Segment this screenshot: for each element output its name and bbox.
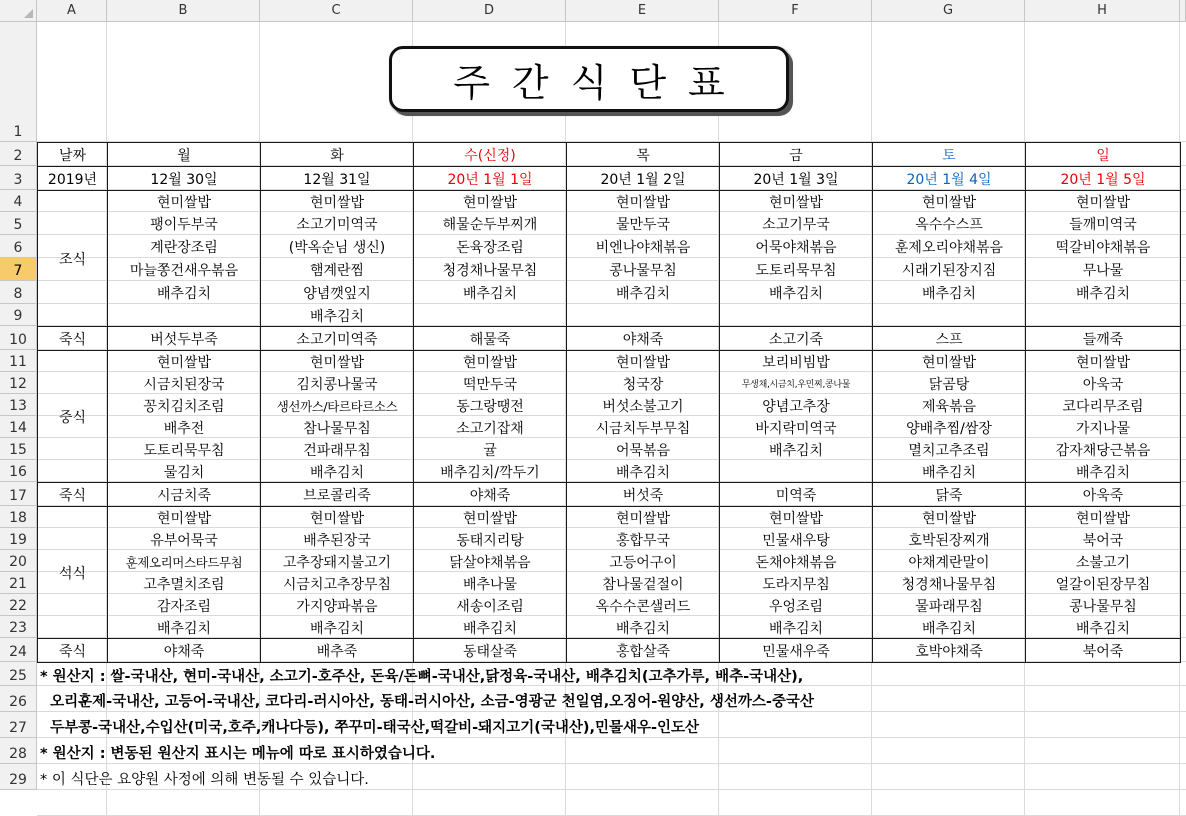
row-header-6[interactable]: 6 <box>0 235 37 258</box>
dinner-item[interactable]: 배추된장국 <box>261 529 414 551</box>
breakfast-item[interactable]: 돈육장조림 <box>414 236 567 259</box>
porridge-item[interactable]: 호박야채죽 <box>873 639 1026 663</box>
dinner-item[interactable]: 현미쌀밥 <box>1026 507 1181 529</box>
table-row <box>38 213 1181 236</box>
dinner-item[interactable]: 청경채나물무침 <box>873 573 1026 595</box>
porridge-item[interactable]: 소고기죽 <box>720 327 873 351</box>
breakfast-item[interactable]: 현미쌀밥 <box>567 191 720 213</box>
table-row <box>38 259 1181 282</box>
breakfast-item[interactable]: 양념깻잎지 <box>261 282 414 305</box>
row-header-9[interactable]: 9 <box>0 304 37 326</box>
porridge-item[interactable]: 시금치죽 <box>108 483 261 507</box>
row-header-20[interactable]: 20 <box>0 550 37 572</box>
row-header-13[interactable]: 13 <box>0 394 37 416</box>
porridge-item[interactable]: 버섯두부죽 <box>108 327 261 351</box>
dinner-item[interactable]: 참나물겉절이 <box>567 573 720 595</box>
breakfast-item[interactable]: 도토리묵무침 <box>720 259 873 282</box>
porridge-item[interactable]: 야채죽 <box>414 483 567 507</box>
dinner-item[interactable]: 고등어구이 <box>567 551 720 573</box>
lunch-item[interactable]: 생선까스/타르타르소스 <box>261 395 414 417</box>
porridge-item[interactable]: 아욱죽 <box>1026 483 1181 507</box>
row-header-3[interactable]: 3 <box>0 166 37 190</box>
dinner-item[interactable]: 현미쌀밥 <box>108 507 261 529</box>
lunch-item[interactable]: 귤 <box>414 439 567 461</box>
day-name-cell[interactable]: 토 <box>873 143 1026 167</box>
lunch-item[interactable]: 감자채당근볶음 <box>1026 439 1181 461</box>
lunch-item[interactable]: 건파래무침 <box>261 439 414 461</box>
column-header-filler <box>1180 0 1186 22</box>
row-header-22[interactable]: 22 <box>0 594 37 616</box>
table-row <box>38 595 1181 617</box>
table-row <box>38 373 1181 395</box>
lunch-item[interactable]: 꽁치김치조림 <box>108 395 261 417</box>
dinner-item[interactable]: 동태지리탕 <box>414 529 567 551</box>
row-header-2[interactable]: 2 <box>0 142 37 166</box>
dinner-item[interactable]: 야채계란말이 <box>873 551 1026 573</box>
porridge-item[interactable]: 닭죽 <box>873 483 1026 507</box>
dinner-item[interactable]: 배추김치 <box>108 617 261 639</box>
dinner-item[interactable]: 도라지무침 <box>720 573 873 595</box>
breakfast-item[interactable] <box>1026 305 1181 327</box>
dinner-item[interactable]: 호박된장찌개 <box>873 529 1026 551</box>
lunch-item[interactable]: 버섯소불고기 <box>567 395 720 417</box>
table-row <box>38 573 1181 595</box>
breakfast-item[interactable]: 해물순두부찌개 <box>414 213 567 236</box>
dinner-item[interactable]: 콩나물무침 <box>1026 595 1181 617</box>
column-headers <box>37 0 1186 22</box>
table-row <box>38 417 1181 439</box>
gridline-h <box>37 737 1186 738</box>
lunch-item[interactable]: 배추김치 <box>873 461 1026 483</box>
porridge-item[interactable]: 동태살죽 <box>414 639 567 663</box>
breakfast-item[interactable]: 비엔나야채볶음 <box>567 236 720 259</box>
breakfast-item[interactable]: 현미쌀밥 <box>720 191 873 213</box>
breakfast-item[interactable] <box>108 305 261 327</box>
table-row <box>38 439 1181 461</box>
dinner-item[interactable]: 감자조림 <box>108 595 261 617</box>
lunch-item[interactable]: 양념고추장 <box>720 395 873 417</box>
row-header-26[interactable]: 26 <box>0 686 37 712</box>
breakfast-item[interactable] <box>720 305 873 327</box>
lunch-item[interactable]: 양배추찜/쌈장 <box>873 417 1026 439</box>
breakfast-item[interactable]: 배추김치 <box>720 282 873 305</box>
lunch-item[interactable]: 현미쌀밥 <box>1026 351 1181 373</box>
date-cell[interactable]: 20년 1월 2일 <box>567 167 720 191</box>
table-row <box>38 395 1181 417</box>
dinner-item[interactable]: 홍합무국 <box>567 529 720 551</box>
dinner-item[interactable]: 현미쌀밥 <box>567 507 720 529</box>
lunch-item[interactable]: 현미쌀밥 <box>108 351 261 373</box>
dinner-item[interactable]: 현미쌀밥 <box>261 507 414 529</box>
breakfast-item[interactable]: 훈제오리야채볶음 <box>873 236 1026 259</box>
row-header-10[interactable]: 10 <box>0 326 37 350</box>
lunch-item[interactable]: 아욱국 <box>1026 373 1181 395</box>
day-name-cell[interactable]: 목 <box>567 143 720 167</box>
date-cell[interactable]: 12월 30일 <box>108 167 261 191</box>
lunch-item[interactable]: 청국장 <box>567 373 720 395</box>
gridline-h <box>37 763 1186 764</box>
note-line[interactable]: * 원산지 : 쌀-국내산, 현미-국내산, 소고기-호주산, 돈육/돈뼈-국내산,닭정육-국내산, 배추김치(고추가루, 배추-국내산), <box>40 669 804 685</box>
lunch-item[interactable]: 현미쌀밥 <box>873 351 1026 373</box>
porridge-item[interactable]: 야채죽 <box>567 327 720 351</box>
breakfast-item[interactable]: 마늘쫑건새우볶음 <box>108 259 261 282</box>
breakfast-label[interactable]: 조식 <box>38 191 108 327</box>
note-line[interactable]: 오리훈제-국내산, 고등어-국내산, 코다리-러시아산, 동태-러시아산, 소금-영광군 천일염,오징어-원양산, 생선까스-중국산 <box>40 694 814 710</box>
row-header-29[interactable]: 29 <box>0 764 37 790</box>
dinner-item[interactable]: 배추김치 <box>414 617 567 639</box>
dinner-item[interactable]: 배추김치 <box>567 617 720 639</box>
day-name-cell[interactable]: 일 <box>1026 143 1181 167</box>
porridge-item[interactable]: 브로콜리죽 <box>261 483 414 507</box>
dinner-item[interactable]: 우엉조림 <box>720 595 873 617</box>
lunch-item[interactable]: 동그랑땡전 <box>414 395 567 417</box>
breakfast-item[interactable]: 무나물 <box>1026 259 1181 282</box>
breakfast-item[interactable]: 배추김치 <box>1026 282 1181 305</box>
porridge-item[interactable]: 소고기미역죽 <box>261 327 414 351</box>
dinner-item[interactable]: 북어국 <box>1026 529 1181 551</box>
dinner-label[interactable]: 석식 <box>38 507 108 639</box>
table-row <box>38 191 1181 213</box>
lunch-item[interactable]: 배추김치 <box>720 439 873 461</box>
row-header-28[interactable]: 28 <box>0 738 37 764</box>
lunch-item[interactable]: 현미쌀밥 <box>261 351 414 373</box>
column-header-h[interactable]: H <box>1025 0 1180 22</box>
lunch-item[interactable]: 시금치된장국 <box>108 373 261 395</box>
lunch-item[interactable]: 어묵볶음 <box>567 439 720 461</box>
lunch-item[interactable]: 떡만두국 <box>414 373 567 395</box>
row-header-25[interactable]: 25 <box>0 662 37 686</box>
porridge-item[interactable]: 들깨죽 <box>1026 327 1181 351</box>
table-row <box>38 639 1181 663</box>
dinner-item[interactable]: 옥수수콘샐러드 <box>567 595 720 617</box>
table-row <box>38 551 1181 573</box>
table-row <box>38 167 1181 191</box>
table-row <box>38 507 1181 529</box>
row-header-23[interactable]: 23 <box>0 616 37 638</box>
breakfast-item[interactable]: 옥수수스프 <box>873 213 1026 236</box>
row-header-19[interactable]: 19 <box>0 528 37 550</box>
dinner-item[interactable]: 현미쌀밥 <box>720 507 873 529</box>
day-name-cell[interactable]: 수(신정) <box>414 143 567 167</box>
table-row <box>38 461 1181 483</box>
lunch-item[interactable] <box>720 461 873 483</box>
porridge-item[interactable]: 버섯죽 <box>567 483 720 507</box>
dinner-item[interactable]: 훈제오리머스타드무침 <box>108 551 261 573</box>
row-header-1[interactable]: 1 <box>0 22 37 142</box>
dinner-item[interactable]: 닭살야채볶음 <box>414 551 567 573</box>
breakfast-item[interactable]: 콩나물무침 <box>567 259 720 282</box>
dinner-item[interactable]: 시금치고추장무침 <box>261 573 414 595</box>
breakfast-item[interactable]: 청경채나물무침 <box>414 259 567 282</box>
breakfast-item[interactable]: 배추김치 <box>567 282 720 305</box>
day-name-cell[interactable]: 화 <box>261 143 414 167</box>
breakfast-item[interactable]: 햄계란찜 <box>261 259 414 282</box>
date-cell[interactable]: 20년 1월 5일 <box>1026 167 1181 191</box>
breakfast-item[interactable]: 물만두국 <box>567 213 720 236</box>
table-row <box>38 483 1181 507</box>
row-header-8[interactable]: 8 <box>0 281 37 304</box>
porridge-item[interactable]: 해물죽 <box>414 327 567 351</box>
lunch-label[interactable]: 중식 <box>38 351 108 483</box>
lunch-item[interactable]: 제육볶음 <box>873 395 1026 417</box>
breakfast-item[interactable]: 배추김치 <box>261 305 414 327</box>
dinner-item[interactable]: 배추나물 <box>414 573 567 595</box>
breakfast-item[interactable] <box>873 305 1026 327</box>
row-header-17[interactable]: 17 <box>0 482 37 506</box>
lunch-item[interactable]: 현미쌀밥 <box>567 351 720 373</box>
porridge-label[interactable]: 죽식 <box>38 327 108 351</box>
porridge-item[interactable]: 북어죽 <box>1026 639 1181 663</box>
row-header-5[interactable]: 5 <box>0 212 37 235</box>
dinner-item[interactable]: 배추김치 <box>720 617 873 639</box>
dinner-item[interactable]: 소불고기 <box>1026 551 1181 573</box>
breakfast-item[interactable] <box>414 305 567 327</box>
dinner-item[interactable]: 새송이조림 <box>414 595 567 617</box>
day-name-cell[interactable]: 금 <box>720 143 873 167</box>
porridge-item[interactable]: 스프 <box>873 327 1026 351</box>
date-cell[interactable]: 20년 1월 3일 <box>720 167 873 191</box>
breakfast-item[interactable]: 계란장조림 <box>108 236 261 259</box>
dinner-item[interactable]: 얼갈이된장무침 <box>1026 573 1181 595</box>
lunch-item[interactable]: 멸치고추조림 <box>873 439 1026 461</box>
porridge-item[interactable]: 민물새우죽 <box>720 639 873 663</box>
year-cell[interactable]: 2019년 <box>38 167 108 191</box>
page-title: 주간식단표 <box>453 60 747 105</box>
gridline-h <box>37 789 1186 790</box>
column-header-a[interactable]: A <box>37 0 107 22</box>
breakfast-item[interactable]: 배추김치 <box>108 282 261 305</box>
row-header-15[interactable]: 15 <box>0 438 37 460</box>
table-row <box>38 351 1181 373</box>
breakfast-item[interactable]: 현미쌀밥 <box>1026 191 1181 213</box>
table-row <box>38 327 1181 351</box>
breakfast-item[interactable]: 소고기미역국 <box>261 213 414 236</box>
breakfast-item[interactable]: 배추김치 <box>873 282 1026 305</box>
table-row <box>38 236 1181 259</box>
breakfast-item[interactable]: 어묵야채볶음 <box>720 236 873 259</box>
row-header-4[interactable]: 4 <box>0 190 37 212</box>
dinner-item[interactable]: 현미쌀밥 <box>873 507 1026 529</box>
breakfast-item[interactable]: 현미쌀밥 <box>108 191 261 213</box>
row-header-7[interactable]: 7 <box>0 258 37 281</box>
lunch-item[interactable]: 도토리묵무침 <box>108 439 261 461</box>
date-cell[interactable]: 20년 1월 4일 <box>873 167 1026 191</box>
note-line[interactable]: * 원산지 : 변동된 원산지 표시는 메뉴에 따로 표시하였습니다. <box>40 746 436 762</box>
column-header-g[interactable]: G <box>872 0 1025 22</box>
menu-table <box>37 142 1181 663</box>
table-row <box>38 529 1181 551</box>
dinner-item[interactable]: 고추장돼지불고기 <box>261 551 414 573</box>
column-header-d[interactable]: D <box>413 0 566 22</box>
row-header-24[interactable]: 24 <box>0 638 37 662</box>
breakfast-item[interactable]: 현미쌀밥 <box>414 191 567 213</box>
lunch-item[interactable]: 바지락미역국 <box>720 417 873 439</box>
row-header-16[interactable]: 16 <box>0 460 37 482</box>
column-header-e[interactable]: E <box>566 0 719 22</box>
porridge-label[interactable]: 죽식 <box>38 483 108 507</box>
table-row <box>38 617 1181 639</box>
row-header-21[interactable]: 21 <box>0 572 37 594</box>
dinner-item[interactable]: 가지양파볶음 <box>261 595 414 617</box>
column-header-f[interactable]: F <box>719 0 872 22</box>
dinner-item[interactable]: 유부어묵국 <box>108 529 261 551</box>
dinner-item[interactable]: 돈채야채볶음 <box>720 551 873 573</box>
porridge-label[interactable]: 죽식 <box>38 639 108 663</box>
porridge-item[interactable]: 미역죽 <box>720 483 873 507</box>
date-cell[interactable]: 12월 31일 <box>261 167 414 191</box>
breakfast-item[interactable]: 현미쌀밥 <box>873 191 1026 213</box>
lunch-item[interactable]: 배추김치 <box>1026 461 1181 483</box>
lunch-item[interactable]: 보리비빔밥 <box>720 351 873 373</box>
breakfast-item[interactable] <box>567 305 720 327</box>
dinner-item[interactable]: 물파래무침 <box>873 595 1026 617</box>
table-row <box>38 282 1181 305</box>
column-header-b[interactable]: B <box>107 0 260 22</box>
lunch-item[interactable]: 소고기잡채 <box>414 417 567 439</box>
lunch-item[interactable]: 시금치두부무침 <box>567 417 720 439</box>
lunch-item[interactable]: 물김치 <box>108 461 261 483</box>
lunch-item[interactable]: 배추김치 <box>567 461 720 483</box>
dinner-item[interactable]: 고추멸치조림 <box>108 573 261 595</box>
table-row <box>38 143 1181 167</box>
row-header-11[interactable]: 11 <box>0 350 37 372</box>
dinner-item[interactable]: 현미쌀밥 <box>414 507 567 529</box>
dinner-item[interactable]: 배추김치 <box>873 617 1026 639</box>
gridline-h <box>37 711 1186 712</box>
breakfast-item[interactable]: 팽이두부국 <box>108 213 261 236</box>
row-header-14[interactable]: 14 <box>0 416 37 438</box>
row-header-27[interactable]: 27 <box>0 712 37 738</box>
note-line[interactable]: 두부콩-국내산,수입산(미국,호주,캐나다등), 쭈꾸미-태국산,떡갈비-돼지고기(국내산),민물새우-인도산 <box>40 720 700 736</box>
porridge-item[interactable]: 야채죽 <box>108 639 261 663</box>
lunch-item[interactable]: 배추김치/깍두기 <box>414 461 567 483</box>
lunch-item[interactable]: 코다리무조림 <box>1026 395 1181 417</box>
breakfast-item[interactable]: 배추김치 <box>414 282 567 305</box>
date-cell[interactable]: 20년 1월 1일 <box>414 167 567 191</box>
breakfast-item[interactable]: (박옥순님 생신) <box>261 236 414 259</box>
lunch-item[interactable]: 가지나물 <box>1026 417 1181 439</box>
title-box[interactable] <box>389 46 789 112</box>
lunch-item[interactable]: 배추김치 <box>261 461 414 483</box>
table-row <box>38 305 1181 327</box>
dinner-item[interactable]: 배추김치 <box>1026 617 1181 639</box>
row-header-12[interactable]: 12 <box>0 372 37 394</box>
lunch-item[interactable]: 김치콩나물국 <box>261 373 414 395</box>
lunch-item[interactable]: 무생채,시금치,우민찌,콩나물 <box>720 373 873 395</box>
lunch-item[interactable]: 배추전 <box>108 417 261 439</box>
breakfast-item[interactable]: 시래기된장지짐 <box>873 259 1026 282</box>
breakfast-item[interactable]: 소고기무국 <box>720 213 873 236</box>
lunch-item[interactable]: 닭곰탕 <box>873 373 1026 395</box>
breakfast-item[interactable]: 들깨미역국 <box>1026 213 1181 236</box>
select-all-corner[interactable] <box>0 0 37 22</box>
column-header-c[interactable]: C <box>260 0 413 22</box>
note-line[interactable]: * 이 식단은 요양원 사정에 의해 변동될 수 있습니다. <box>40 772 369 788</box>
dinner-item[interactable]: 민물새우탕 <box>720 529 873 551</box>
dinner-item[interactable]: 배추김치 <box>261 617 414 639</box>
row-header-18[interactable]: 18 <box>0 506 37 528</box>
date-label-cell[interactable]: 날짜 <box>38 143 108 167</box>
lunch-item[interactable]: 참나물무침 <box>261 417 414 439</box>
breakfast-item[interactable]: 현미쌀밥 <box>261 191 414 213</box>
breakfast-item[interactable]: 떡갈비야채볶음 <box>1026 236 1181 259</box>
day-name-cell[interactable]: 월 <box>108 143 261 167</box>
porridge-item[interactable]: 배추죽 <box>261 639 414 663</box>
lunch-item[interactable]: 현미쌀밥 <box>414 351 567 373</box>
porridge-item[interactable]: 홍합살죽 <box>567 639 720 663</box>
